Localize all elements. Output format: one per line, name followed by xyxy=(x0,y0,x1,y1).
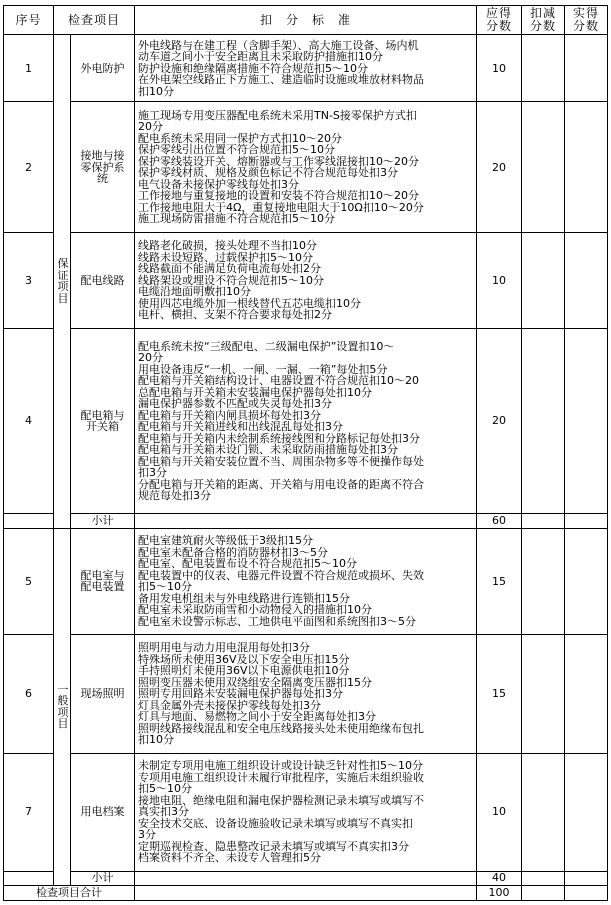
row-item: 用电档案 xyxy=(71,753,135,871)
header-deduct-score: 扣减分数 xyxy=(522,6,565,35)
standard-line: 配电箱与开关箱未设门锁、未采取防雨措施每处扣3分 xyxy=(138,443,399,456)
standard-line: 在外电架空线路正下方施工、建造临时设施或堆放材料物品 xyxy=(138,73,425,87)
standard-line: 电缆沿地面明敷扣10分 xyxy=(138,285,252,299)
standard-line: 漏电保护器参数不匹配或失灵每处扣3分 xyxy=(138,397,333,410)
standard-line: 配电箱与开关箱进线和出线混乱每处扣3分 xyxy=(138,420,344,433)
standard-line: 20分 xyxy=(138,351,164,364)
standard-line: 照明线路接线混乱和安全电压线路接头处未使用绝缘布包扎 xyxy=(138,721,425,735)
standard-line: 工作接地与重复接地的设置和安装不符合规范扣10～20分 xyxy=(138,189,420,203)
standard-line: 配电室未设警示标志、工地供电平面图和系统图扣3～5分 xyxy=(138,614,417,628)
deduct-cell xyxy=(522,635,565,754)
standard-line: 施工现场防雷措施不符合规范扣5～10分 xyxy=(138,212,336,226)
row-score: 15 xyxy=(477,635,522,754)
header-actual-score: 实得分数 xyxy=(565,6,608,35)
table-row xyxy=(4,528,608,635)
standard-line: 照明用电与动力用电混用每处扣3分 xyxy=(138,641,311,655)
standard-line: 3分 xyxy=(138,828,157,842)
row-standard xyxy=(135,753,477,871)
standard-line: 扣10分 xyxy=(138,84,175,98)
header-standard: 扣 分 标 准 xyxy=(135,6,477,35)
subtotal-value: 60 xyxy=(477,514,522,528)
row-score: 15 xyxy=(477,528,522,635)
standard-line: 配电箱与开关箱结构设计、电器设置不符合规范扣10～20 xyxy=(138,374,420,387)
deduct-cell xyxy=(522,102,565,233)
standard-line: 防护设施和绝缘隔离措施不符合规范扣5～10分 xyxy=(138,61,369,75)
empty-cell xyxy=(4,871,54,885)
standard-line: 配电室未配备合格的消防器材扣3～5分 xyxy=(138,545,329,559)
row-item: 接地与接零保护系统 xyxy=(71,102,135,233)
standard-line: 灯具与地面、易燃物之间小于安全距离每处扣3分 xyxy=(138,710,377,724)
standard-line: 扣5～10分 xyxy=(138,782,193,796)
row-seq: 6 xyxy=(4,635,54,754)
inspection-table xyxy=(3,5,608,901)
table-row xyxy=(4,328,608,514)
standard-line: 配电室建筑耐火等级低于3级扣15分 xyxy=(138,534,314,548)
actual-cell xyxy=(565,514,608,528)
empty-cell xyxy=(135,885,477,900)
actual-cell xyxy=(565,102,608,233)
total-value: 100 xyxy=(477,885,522,900)
deduct-cell xyxy=(522,885,565,900)
standard-line: 使用四芯电缆外加一根线替代五芯电缆扣10分 xyxy=(138,296,362,310)
deduct-cell xyxy=(522,871,565,885)
standard-line: 配电系统未按“三级配电、二级漏电保护”设置扣10～ xyxy=(138,339,395,353)
standard-line: 照明专用回路未安装漏电保护器每处扣3分 xyxy=(138,687,344,701)
row-standard xyxy=(135,528,477,635)
row-seq: 2 xyxy=(4,102,54,233)
row-item: 外电防护 xyxy=(71,35,135,102)
row-score: 10 xyxy=(477,753,522,871)
row-score: 10 xyxy=(477,35,522,102)
standard-line: 配电室、配电装置布设不符合规范扣5～10分 xyxy=(138,557,358,571)
row-score: 20 xyxy=(477,102,522,233)
empty-cell xyxy=(135,871,477,885)
standard-line: 用电设备违反“一机、一闸、一漏、一箱”每处扣5分 xyxy=(138,362,388,376)
standard-line: 照明变压器未使用双绕组安全隔离变压器扣15分 xyxy=(138,675,373,689)
standard-line: 配电箱与开关箱安装位置不当、周围杂物多等不便操作每处 xyxy=(138,454,425,468)
actual-cell xyxy=(565,528,608,635)
standard-line: 外电线路与在建工程（含脚手架）、高大施工设备、场内机 xyxy=(138,38,419,52)
actual-cell xyxy=(565,233,608,328)
table-row xyxy=(4,35,608,102)
deduct-cell xyxy=(522,514,565,528)
standard-line: 未制定专项用电施工组织设计或设计缺乏针对性扣5～10分 xyxy=(138,759,424,773)
deduct-cell xyxy=(522,328,565,514)
standard-line: 扣3分 xyxy=(138,466,168,479)
standard-line: 线路架设或埋设不符合规范扣5～10分 xyxy=(138,273,325,287)
row-standard xyxy=(135,102,477,233)
standard-line: 接地电阻、绝缘电阻和漏电保护器检测记录未填写或填写不 xyxy=(138,793,425,807)
row-seq: 5 xyxy=(4,528,54,635)
actual-cell xyxy=(565,35,608,102)
row-seq: 4 xyxy=(4,328,54,514)
row-standard xyxy=(135,233,477,328)
subtotal-row-guarantee xyxy=(4,514,608,528)
standard-line: 规范每处扣3分 xyxy=(138,489,212,502)
table-row xyxy=(4,753,608,871)
row-seq: 7 xyxy=(4,753,54,871)
header-due-score: 应得分数 xyxy=(477,6,522,35)
standard-line: 专项用电施工组织设计未履行审批程序，实施后未组织验收 xyxy=(138,770,425,784)
standard-line: 定期巡视检查、隐患整改记录未填写或填写不真实扣3分 xyxy=(138,839,410,853)
subtotal-value: 40 xyxy=(477,871,522,885)
empty-cell xyxy=(135,514,477,528)
standard-line: 配电箱与开关箱内闸具损坏每处扣3分 xyxy=(138,408,322,422)
standard-line: 工作接地电阻大于4Ω，重复接地电阻大于10Ω扣10～20分 xyxy=(138,200,424,214)
row-seq: 1 xyxy=(4,35,54,102)
actual-cell xyxy=(565,635,608,754)
table-row xyxy=(4,233,608,328)
row-item: 配电线路 xyxy=(71,233,135,328)
row-score: 20 xyxy=(477,328,522,514)
standard-line: 安全技术交底、设备设施验收记录未填写或填写不真实扣 xyxy=(138,816,414,830)
standard-line: 动车道之间小于安全距离且未采取防护措施扣10分 xyxy=(138,50,384,64)
standard-line: 扣10分 xyxy=(138,733,175,747)
standard-line: 配电装置中的仪表、电器元件设置不符合规范或损坏、失效 xyxy=(138,568,425,582)
standard-line: 20分 xyxy=(138,120,164,134)
standard-line: 保护零线引出位置不符合规范扣5～10分 xyxy=(138,143,336,157)
header-seq: 序号 xyxy=(4,6,54,35)
standard-line: 配电箱与开关箱内未绘制系统接线图和分路标记每处扣3分 xyxy=(138,431,421,445)
standard-line: 配电室未采取防雨雪和小动物侵入的措施扣10分 xyxy=(138,603,373,617)
table-row xyxy=(4,102,608,233)
actual-cell xyxy=(565,753,608,871)
standard-line: 电气设备未接保护零线每处扣3分 xyxy=(138,177,300,191)
subtotal-label: 小计 xyxy=(71,871,135,885)
total-label: 检查项目合计 xyxy=(4,885,135,900)
row-item: 现场照明 xyxy=(71,635,135,754)
group-label-guarantee xyxy=(54,35,71,528)
standard-line: 施工现场专用变压器配电系统未采用TN-S接零保护方式扣 xyxy=(138,108,417,122)
deduct-cell xyxy=(522,233,565,328)
empty-cell xyxy=(4,514,54,528)
header-row xyxy=(4,6,608,35)
standard-line: 灯具金属外壳未接保护零线每处扣3分 xyxy=(138,698,322,712)
deduct-cell xyxy=(522,528,565,635)
standard-line: 总配电箱与开关箱未安装漏电保护器每处扣10分 xyxy=(138,385,373,399)
actual-cell xyxy=(565,871,608,885)
row-item: 配电箱与开关箱 xyxy=(71,328,135,514)
standard-line: 备用发电机组未与外电线路进行连锁扣15分 xyxy=(138,591,351,605)
subtotal-row-general xyxy=(4,871,608,885)
subtotal-label: 小计 xyxy=(71,514,135,528)
group-label-text: 保证项目 xyxy=(57,257,69,305)
row-standard xyxy=(135,635,477,754)
group-label-general xyxy=(54,528,71,885)
standard-line: 档案资料不齐全、未设专人管理扣5分 xyxy=(138,851,322,865)
standard-line: 线路截面不能满足负荷电流每处扣2分 xyxy=(138,262,322,276)
row-score: 10 xyxy=(477,233,522,328)
actual-cell xyxy=(565,328,608,514)
row-standard xyxy=(135,328,477,514)
standard-line: 保护零线材质、规格及颜色标记不符合规范每处扣3分 xyxy=(138,166,399,180)
standard-line: 真实扣3分 xyxy=(138,805,190,819)
table-row xyxy=(4,635,608,754)
standard-line: 配电系统未采用同一保护方式扣10～20分 xyxy=(138,131,343,145)
actual-cell xyxy=(565,885,608,900)
standard-line: 手持照明灯未使用36V以下电源供电扣10分 xyxy=(138,664,350,678)
total-row xyxy=(4,885,608,900)
row-seq: 3 xyxy=(4,233,54,328)
row-item: 配电室与配电装置 xyxy=(71,528,135,635)
header-item: 检查项目 xyxy=(54,6,135,35)
standard-line: 扣5～10分 xyxy=(138,580,193,594)
standard-line: 电杆、横担、支架不符合要求每处扣2分 xyxy=(138,308,333,322)
row-standard xyxy=(135,35,477,102)
deduct-cell xyxy=(522,35,565,102)
standard-line: 保护零线装设开关、熔断器或与工作零线混接扣10～20分 xyxy=(138,154,420,168)
group-label-text: 一般项目 xyxy=(57,682,69,731)
standard-line: 线路未设短路、过载保护扣5～10分 xyxy=(138,250,314,264)
deduct-cell xyxy=(522,753,565,871)
standard-line: 特殊场所未使用36V及以下安全电压扣15分 xyxy=(138,652,350,666)
standard-line: 线路老化破损，接头处理不当扣10分 xyxy=(138,239,318,253)
standard-line: 分配电箱与开关箱的距离、开关箱与用电设备的距离不符合 xyxy=(138,477,425,491)
